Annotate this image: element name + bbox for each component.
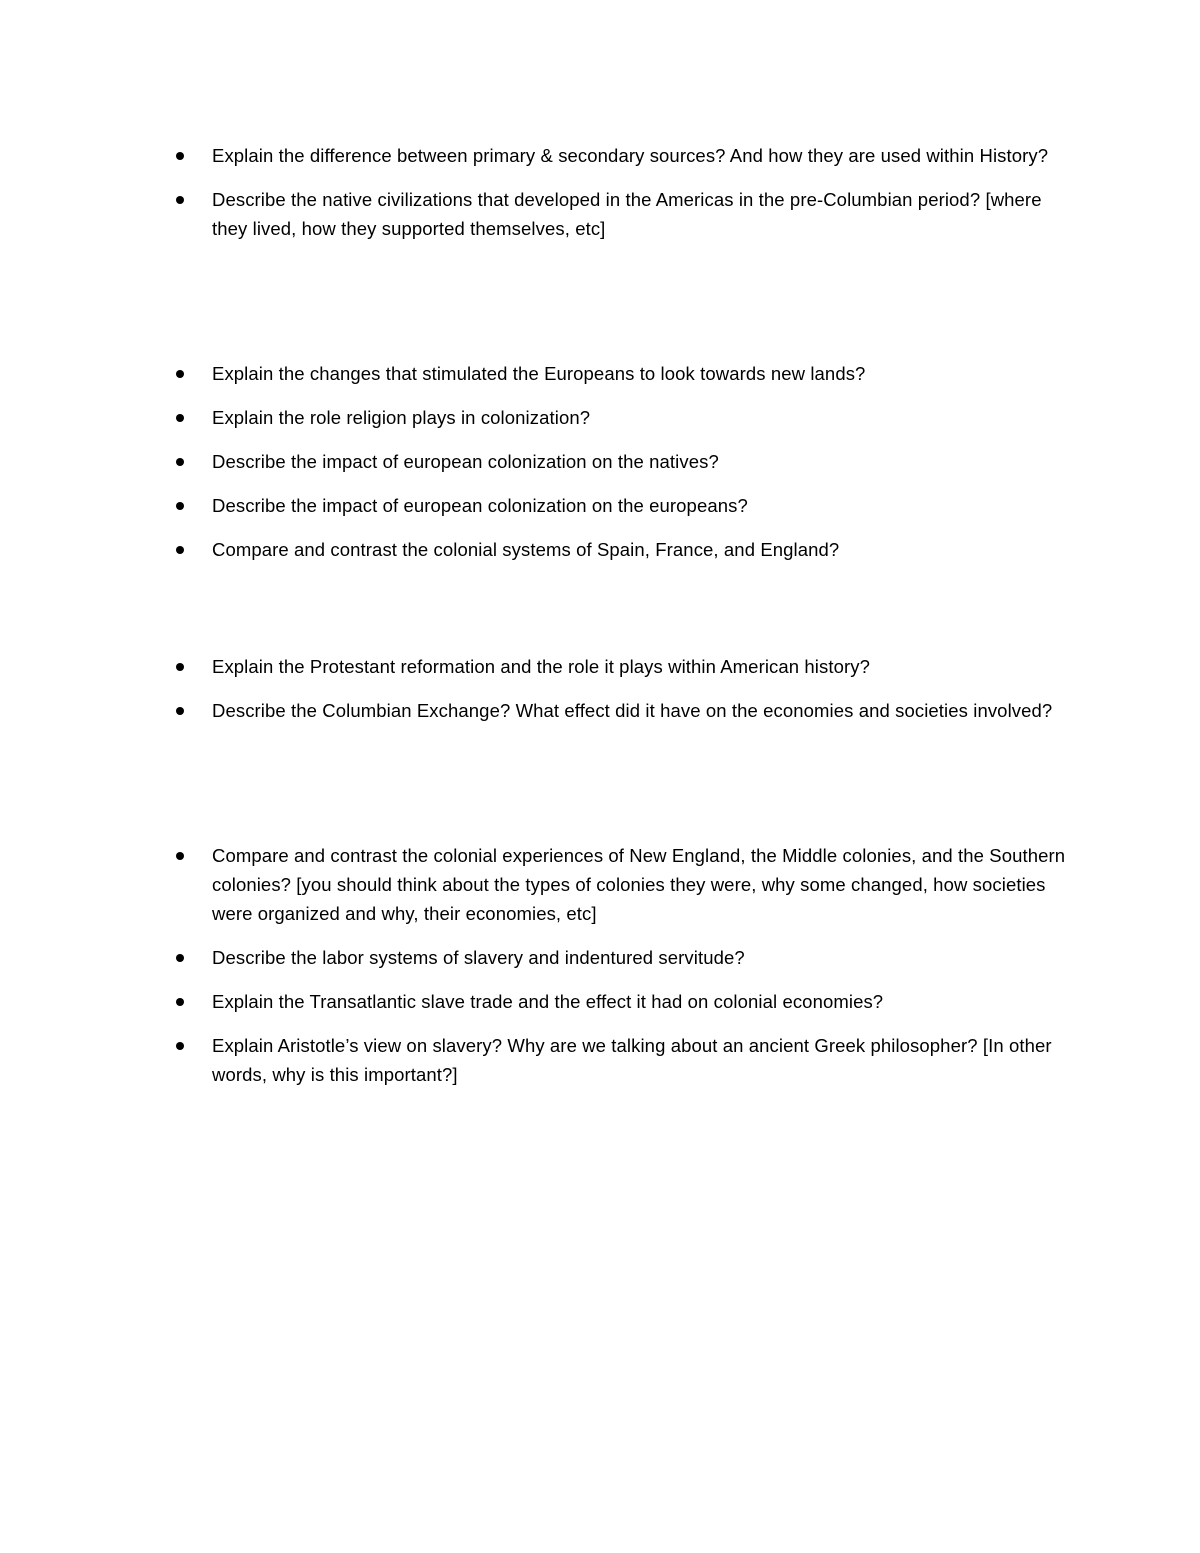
question-item bbox=[0, 185, 1200, 243]
question-list bbox=[0, 141, 1200, 243]
question-item bbox=[0, 1031, 1200, 1089]
bullet-icon bbox=[176, 370, 184, 378]
bullet-icon bbox=[176, 546, 184, 554]
question-group-2 bbox=[0, 359, 1200, 579]
question-group-3 bbox=[0, 652, 1200, 740]
bullet-icon bbox=[176, 414, 184, 422]
question-item bbox=[0, 359, 1200, 388]
question-item bbox=[0, 141, 1200, 170]
bullet-icon bbox=[176, 152, 184, 160]
bullet-icon bbox=[176, 707, 184, 715]
question-text: Explain the role religion plays in colonization? bbox=[212, 407, 591, 428]
bullet-icon bbox=[176, 954, 184, 962]
bullet-icon bbox=[176, 196, 184, 204]
question-item bbox=[0, 447, 1200, 476]
question-text: Explain the Transatlantic slave trade and the effect it had on colonial economies? bbox=[212, 991, 884, 1012]
bullet-icon bbox=[176, 502, 184, 510]
question-text: Explain the changes that stimulated the Europeans to look towards new lands? bbox=[212, 363, 866, 384]
question-text: Compare and contrast the colonial experiences of New England, the Middle colonies, and the Southern colonies? [you should think about the types of colonies they were, why some changed, how societies were organized and why, their economies, etc] bbox=[212, 845, 1066, 924]
question-list bbox=[0, 841, 1200, 1089]
bullet-icon bbox=[176, 663, 184, 671]
question-item bbox=[0, 535, 1200, 564]
question-item bbox=[0, 841, 1200, 928]
question-item bbox=[0, 943, 1200, 972]
question-item bbox=[0, 491, 1200, 520]
question-item bbox=[0, 652, 1200, 681]
question-item bbox=[0, 696, 1200, 725]
question-group-1 bbox=[0, 141, 1200, 258]
question-item bbox=[0, 403, 1200, 432]
question-text: Describe the native civilizations that developed in the Americas in the pre-Columbian period? [where they lived, how they supported themselves, etc] bbox=[212, 189, 1042, 239]
question-text: Explain the difference between primary & secondary sources? And how they are used within History? bbox=[212, 145, 1049, 166]
question-text: Compare and contrast the colonial systems of Spain, France, and England? bbox=[212, 539, 840, 560]
bullet-icon bbox=[176, 998, 184, 1006]
question-text: Describe the impact of european colonization on the europeans? bbox=[212, 495, 748, 516]
bullet-icon bbox=[176, 852, 184, 860]
question-item bbox=[0, 987, 1200, 1016]
question-text: Describe the Columbian Exchange? What effect did it have on the economies and societies involved? bbox=[212, 700, 1053, 721]
question-list bbox=[0, 359, 1200, 564]
bullet-icon bbox=[176, 1042, 184, 1050]
question-text: Explain the Protestant reformation and the role it plays within American history? bbox=[212, 656, 870, 677]
bullet-icon bbox=[176, 458, 184, 466]
question-text: Describe the labor systems of slavery and indentured servitude? bbox=[212, 947, 745, 968]
question-text: Explain Aristotle’s view on slavery? Why are we talking about an ancient Greek philosopher? [In other words, why is this important?] bbox=[212, 1035, 1052, 1085]
question-group-4 bbox=[0, 841, 1200, 1104]
question-text: Describe the impact of european colonization on the natives? bbox=[212, 451, 719, 472]
question-list bbox=[0, 652, 1200, 725]
